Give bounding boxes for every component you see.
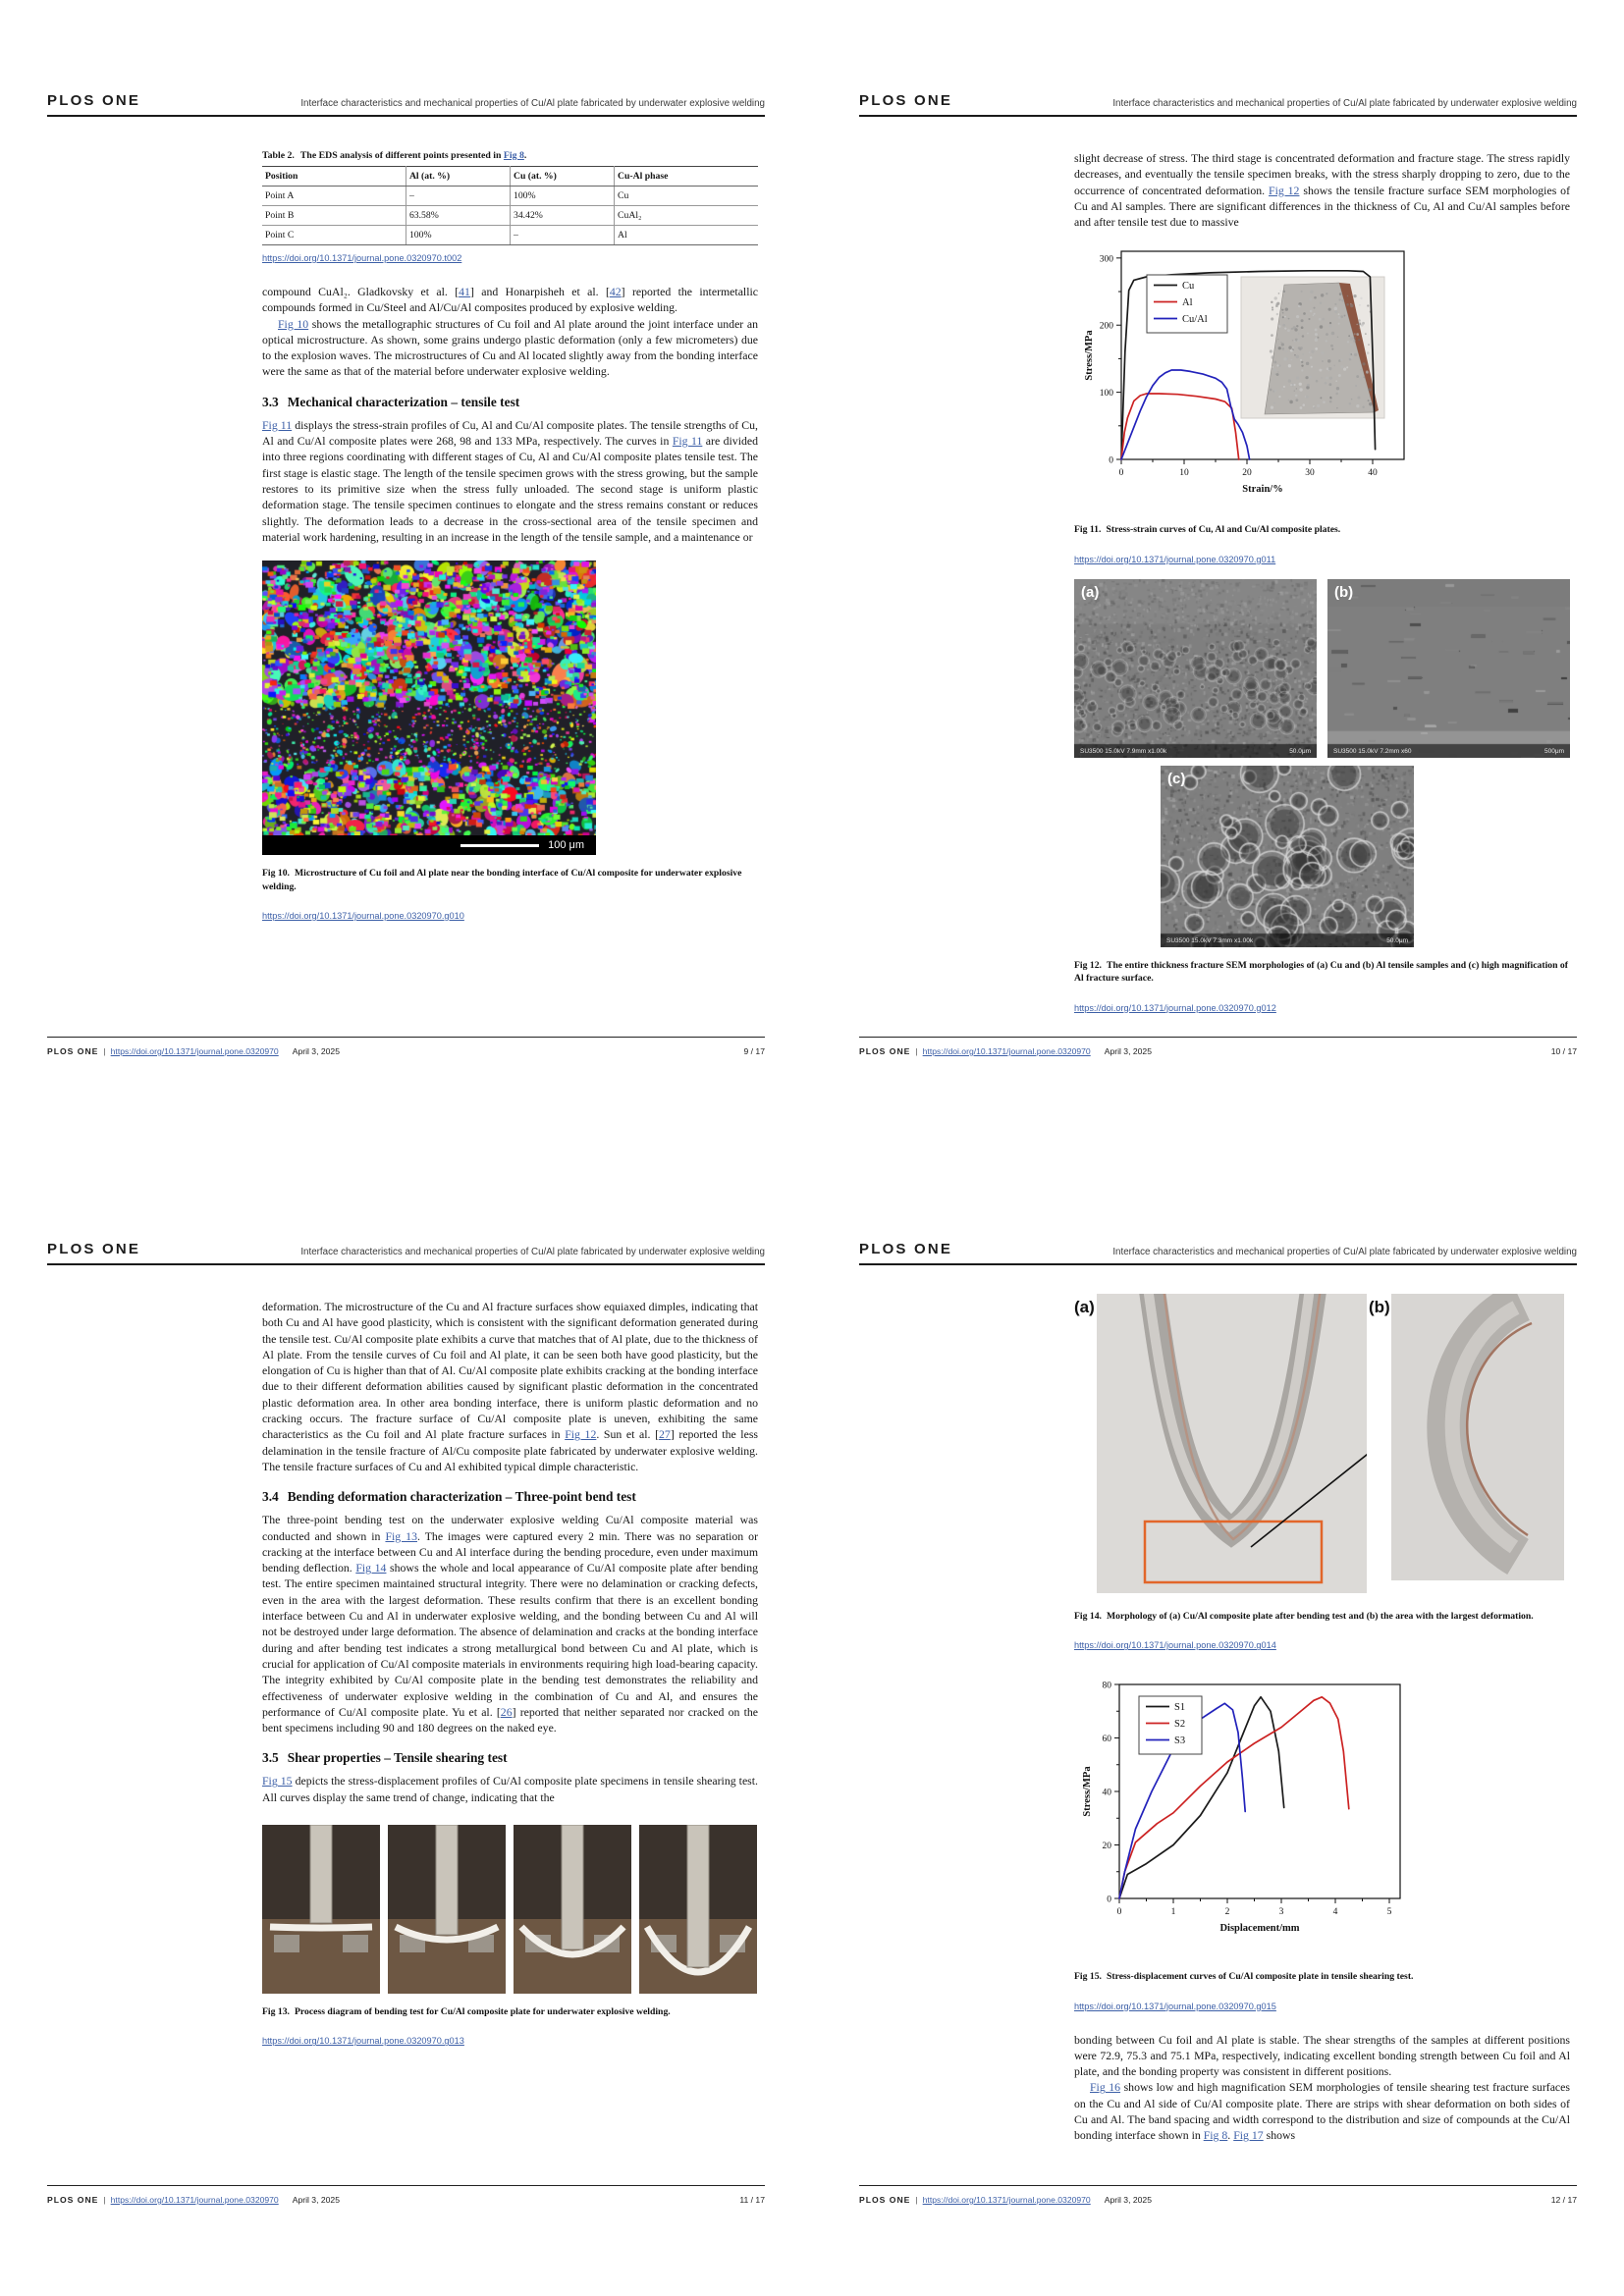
svg-text:0: 0 [1116, 1907, 1122, 1918]
fig14-doi-link[interactable]: https://doi.org/10.1371/journal.pone.0320970.g014 [1074, 1640, 1276, 1651]
page-number: 11 / 17 [739, 2195, 765, 2205]
paragraph: Fig 16 shows low and high magnification SEM morphologies of tensile shearing test fracture surfaces on the Cu and Al side of Cu/Al composite plate. There are strips with shear deformation on both sides of Cu and Al. The band spacing and width correspond to the distribution and size of compounds at the Cu/Al bonding interface shown in Fig 8. Fig 17 shows [1074, 2080, 1570, 2143]
svg-text:100: 100 [1099, 389, 1113, 400]
svg-text:10: 10 [1179, 468, 1189, 479]
svg-text:200: 200 [1099, 322, 1113, 333]
page-footer [47, 2185, 765, 2205]
footer-doi-link[interactable]: https://doi.org/10.1371/journal.pone.0320970 [110, 1046, 279, 1056]
content-column [262, 1299, 758, 2049]
page-number: 9 / 17 [743, 1046, 765, 1056]
svg-text:20: 20 [1102, 1842, 1111, 1852]
footer-left: PLOS ONE | https://doi.org/10.1371/journal.pone.0320970 April 3, 2025 [859, 1046, 1152, 1056]
svg-text:5: 5 [1386, 1907, 1392, 1918]
panel-label-b: (b) [1334, 583, 1354, 601]
fig14-link[interactable]: Fig 14 [355, 1561, 387, 1575]
fig17-link[interactable]: Fig 17 [1233, 2128, 1264, 2143]
table-header-row [262, 167, 758, 187]
svg-text:2: 2 [1224, 1907, 1230, 1918]
svg-text:30: 30 [1305, 468, 1315, 479]
fig13-bending-frames [262, 1825, 758, 1994]
content-column [1074, 150, 1570, 1016]
plos-one-logo: PLOS ONE [859, 1241, 953, 1257]
page-12 [812, 1148, 1624, 2296]
page-number: 12 / 17 [1550, 2195, 1577, 2205]
running-title: Interface characteristics and mechanical properties of Cu/Al plate fabricated by underwater explosive welding [1112, 1247, 1577, 1257]
fig10-caption: Fig 10. Microstructure of Cu foil and Al plate near the bonding interface of Cu/Al composite for underwater explosive welding. [262, 868, 742, 892]
panel-label-a: (a) [1081, 583, 1100, 601]
eds-table [262, 166, 758, 245]
ref-26-link[interactable]: 26 [500, 1704, 513, 1719]
bent-plate-photo [1074, 1294, 1570, 1598]
sem-image-cu [1074, 579, 1317, 758]
svg-text:Stress/MPa: Stress/MPa [1082, 1766, 1093, 1817]
table2-title: Table 2. The EDS analysis of different points presented in Fig 8. [262, 150, 527, 161]
running-title: Interface characteristics and mechanical properties of Cu/Al plate fabricated by underwater explosive welding [1112, 98, 1577, 109]
paragraph: slight decrease of stress. The third stage is concentrated deformation and fracture stage. The stress rapidly decreases, and eventually the tensile specimen breaks, with the stress sharply dropping to zero, due to the occurrence of concentrated deformation. Fig 12 shows the tensile fracture surface SEM morphologies of Cu and Al samples. There are significant differences in the thickness of Cu, Al and Cu/Al samples before and after tensile test due to massive [1074, 151, 1571, 230]
page-footer [859, 2185, 1577, 2205]
page-9 [0, 0, 812, 1148]
paragraph: deformation. The microstructure of the Cu and Al fracture surfaces show equiaxed dimples, indicating that both Cu and Al have good plasticity, which is consistent with the significant deformation generated during the tensile test. Cu/Al composite plate exhibits a curve that matches that of Al plate, due to the thickness of Al plate. From the tensile curves of Cu foil and Al plate, it can be seen both have good plasticity, but the elongation of Cu is higher than that of Al. Cu/Al composite plate exhibits cracking at the bonding interface due to their different deformation abilities caused by significant plastic deformation in the concentrated plastic deformation area. In other area bonding interface, there is uniform plastic deformation and no cracking occurs. The fracture surface of Cu/Al composite plate is uneven, exhibiting the same characteristics as the Cu foil and Al plate fracture surfaces in Fig 12. Sun et al. [27] reported the less delamination in the tensile fracture of Al/Cu composite plate fabricated by underwater explosive welding. The tensile fracture surfaces of Cu and Al exhibited typical dimple characteristic. [262, 1300, 759, 1473]
fig12-doi-link[interactable]: https://doi.org/10.1371/journal.pone.0320970.g012 [1074, 1002, 1276, 1013]
paragraph: Fig 10 shows the metallographic structures of Cu foil and Al plate around the joint interface under an optical microstructure. As shown, some grains undergo plastic deformation (only a few micrometers) due to the explosion waves. The microstructures of Cu and Al located slightly away from the bonding interface were the same as that of the material before underwater explosive welding. [262, 316, 758, 379]
page-header [859, 92, 1577, 117]
fig14-caption: Fig 14. Morphology of (a) Cu/Al composite plate after bending test and (b) the area with the largest deformation. [1074, 1611, 1534, 1622]
ref-41-link[interactable]: 41 [459, 285, 470, 298]
fig15-stress-displacement-chart [1074, 1669, 1413, 1953]
fig13-doi-link[interactable]: https://doi.org/10.1371/journal.pone.0320970.g013 [262, 2036, 464, 2047]
col-cu: Cu (at. %) [510, 167, 614, 187]
table-row: Point C 100% – Al [262, 226, 758, 245]
content-column [1074, 1294, 1570, 2144]
sem-info-bar: SU3500 15.0kV 7.2mm x60 500μm [1333, 747, 1564, 755]
fig12-panel-b [1327, 579, 1570, 758]
col-phase: Cu-Al phase [615, 167, 758, 187]
svg-text:20: 20 [1242, 468, 1252, 479]
footer-left: PLOS ONE | https://doi.org/10.1371/journal.pone.0320970 April 3, 2025 [47, 2195, 340, 2205]
scale-label: 100 μm [548, 839, 584, 852]
ebsd-microstructure-image [262, 561, 596, 835]
paragraph: The three-point bending test on the underwater explosive welding Cu/Al composite material was conducted and shown in Fig 13. The images were captured every 2 min. There was no separation or cracking at the interface between Cu and Al interface during the bending procedure, even under maximum bending deflection. Fig 14 shows the whole and local appearance of Cu/Al composite plate after bending test. The entire specimen maintained structural integrity. There were no delamination or cracking defects, even in the area with the largest deformation. These results confirm that there is an excellent bonding interface between Cu and Al in underwater explosive welding, and the bonding between Cu and Al will not be destroyed under large deformation. The absence of delamination and cracks at the bonding interface during and after bending test indicates a strong metallurgical bond between Cu and Al plate, which is crucial for application of Cu/Al composite materials in environments requiring high load-bearing capacity. The integrity exhibited by Cu/Al composite plate in the bending test demonstrates the reliability and effectiveness of underwater explosive welding in the combination of Cu and Al, and ensures the performance of Cu/Al composite plate. Yu et al. [26] reported that neither separated nor cracked on the bent specimens including 90 and 180 degrees on the naked eye. [262, 1513, 759, 1735]
footer-doi-link[interactable]: https://doi.org/10.1371/journal.pone.0320970 [922, 2195, 1091, 2205]
svg-text:3: 3 [1278, 1907, 1284, 1918]
svg-text:1: 1 [1170, 1907, 1176, 1918]
svg-text:Cu: Cu [1182, 281, 1195, 293]
section-heading-3-4: 3.4 Bending deformation characterization – Three-point bend test [262, 1489, 636, 1505]
ref-42-link[interactable]: 42 [609, 285, 622, 298]
svg-text:300: 300 [1099, 254, 1113, 265]
page-11 [0, 1148, 812, 2296]
fig12-link[interactable]: Fig 12 [565, 1427, 597, 1442]
fig12-caption: Fig 12. The entire thickness fracture SEM morphologies of (a) Cu and (b) Al tensile samples and (c) high magnification of Al fracture surface. [1074, 959, 1569, 985]
sem-image-al [1327, 579, 1570, 758]
fig13-link[interactable]: Fig 13 [385, 1528, 417, 1543]
plos-one-logo: PLOS ONE [47, 92, 141, 109]
fig11-doi-link[interactable]: https://doi.org/10.1371/journal.pone.0320970.g011 [1074, 554, 1276, 564]
fig12-panel-c [1161, 766, 1414, 947]
svg-text:0: 0 [1109, 455, 1113, 466]
content-column [262, 150, 758, 924]
fig15-link[interactable]: Fig 15 [262, 1774, 293, 1789]
bending-photo-4 [639, 1825, 757, 1994]
table-row: Point B 63.58% 34.42% CuAl₂ [262, 206, 758, 226]
fig14-bent-plate-image [1074, 1294, 1570, 1598]
sem-info-bar: SU3500 15.0kV 7.9mm x1.00k 50.0μm [1080, 747, 1311, 755]
panel-label-a: (a) [1074, 1298, 1095, 1316]
plos-one-logo: PLOS ONE [47, 1241, 141, 1257]
section-heading-3-5: 3.5 Shear properties – Tensile shearing test [262, 1750, 508, 1766]
fig16-link[interactable]: Fig 16 [1090, 2080, 1121, 2095]
page-header [47, 1241, 765, 1265]
svg-text:40: 40 [1368, 468, 1378, 479]
section-heading-3-3: 3.3 Mechanical characterization – tensile test [262, 394, 520, 409]
footer-doi-link[interactable]: https://doi.org/10.1371/journal.pone.0320970 [110, 2195, 279, 2205]
svg-text:S1: S1 [1174, 1702, 1186, 1714]
ref-27-link[interactable]: 27 [659, 1427, 671, 1442]
fig8-link[interactable]: Fig 8 [1203, 2128, 1228, 2143]
page-10 [812, 0, 1624, 1148]
footer-left: PLOS ONE | https://doi.org/10.1371/journal.pone.0320970 April 3, 2025 [859, 2195, 1152, 2205]
page-header [47, 92, 765, 117]
bending-photo-2 [388, 1825, 506, 1994]
page-footer [47, 1037, 765, 1056]
svg-text:Stress/MPa: Stress/MPa [1084, 330, 1095, 382]
fig11-chart-block [1074, 240, 1570, 511]
svg-text:Cu/Al: Cu/Al [1182, 314, 1208, 326]
fig11-stress-strain-chart [1074, 240, 1428, 507]
table-row: Point A – 100% Cu [262, 187, 758, 206]
page-number: 10 / 17 [1550, 1046, 1577, 1056]
fig11-link[interactable]: Fig 11 [672, 434, 703, 449]
fig11-link[interactable]: Fig 11 [262, 417, 293, 432]
panel-label-c: (c) [1167, 770, 1186, 787]
svg-text:S2: S2 [1174, 1719, 1186, 1731]
svg-text:0: 0 [1118, 468, 1124, 479]
page-footer [859, 1037, 1577, 1056]
svg-text:Al: Al [1182, 297, 1193, 309]
svg-text:4: 4 [1332, 1907, 1338, 1918]
scale-line [460, 844, 539, 847]
running-title: Interface characteristics and mechanical properties of Cu/Al plate fabricated by underwater explosive welding [300, 1247, 765, 1257]
sem-image-al-dimples [1161, 766, 1414, 947]
fig10-link[interactable]: Fig 10 [278, 316, 309, 331]
fig8-link[interactable]: Fig 8 [503, 150, 524, 161]
fig15-caption: Fig 15. Stress-displacement curves of Cu/Al composite plate in tensile shearing test. [1074, 1971, 1414, 1983]
svg-text:0: 0 [1107, 1895, 1111, 1905]
fig10-ebsd-image [262, 561, 596, 855]
fig10-doi-link[interactable]: https://doi.org/10.1371/journal.pone.0320970.g010 [262, 911, 464, 921]
panel-label-b: (b) [1369, 1298, 1390, 1316]
fig13-caption: Fig 13. Process diagram of bending test for Cu/Al composite plate for underwater explosive welding. [262, 2006, 671, 2018]
sem-info-bar: SU3500 15.0kV 7.3mm x1.00k 50.0μm [1166, 936, 1408, 944]
bending-photo-3 [514, 1825, 631, 1994]
svg-text:80: 80 [1102, 1681, 1111, 1691]
bending-photo-1 [262, 1825, 380, 1994]
svg-text:Displacement/mm: Displacement/mm [1219, 1923, 1300, 1935]
footer-doi-link[interactable]: https://doi.org/10.1371/journal.pone.0320970 [922, 1046, 1091, 1056]
fig11-caption: Fig 11. Stress-strain curves of Cu, Al and Cu/Al composite plates. [1074, 524, 1341, 536]
svg-text:60: 60 [1102, 1735, 1111, 1745]
paragraph: Fig 11 displays the stress-strain profiles of Cu, Al and Cu/Al composite plates. The tensile strengths of Cu, Al and Cu/Al composite plates were 268, 98 and 133 MPa, respectively. The curves in Fig 11 are divided into three regions coordinating with different stages of Cu, Al and Cu/Al composite plates tensile test. The first stage is elastic stage. The length of the tensile specimen grows with the stress growing, but the sample restores to its primitive size when the stress fully unloaded. The second stage is uniform plastic deformation stage. The tensile specimen continues to elongate and the stress remains constant or reduces slightly. The deformation leads to a decrease in the cross-sectional area of the tensile specimen and material work hardening, resulting in an increase in the length of the tensile sample, and a maintenance or [262, 417, 758, 544]
col-al: Al (at. %) [406, 167, 510, 187]
fig15-chart-block [1074, 1669, 1570, 1958]
paragraph: bonding between Cu foil and Al plate is stable. The shear strengths of the samples at different positions were 72.9, 75.3 and 75.1 MPa, respectively, indicating excellent bonding strength between Cu foil and Al plate, and the bonding property was consistent in different positions. [1074, 2032, 1570, 2079]
svg-text:40: 40 [1102, 1788, 1111, 1798]
footer-left: PLOS ONE | https://doi.org/10.1371/journal.pone.0320970 April 3, 2025 [47, 1046, 340, 1056]
col-position: Position [262, 167, 406, 187]
page-header [859, 1241, 1577, 1265]
plos-one-logo: PLOS ONE [859, 92, 953, 109]
scale-bar [262, 835, 596, 855]
paragraph: compound CuAl₂. Gladkovsky et al. [41] and Honarpisheh et al. [42] reported the intermetallic compounds formed in Cu/Steel and Al/Cu/Al composites produced by explosive welding. [262, 285, 758, 315]
fig15-doi-link[interactable]: https://doi.org/10.1371/journal.pone.0320970.g015 [1074, 2001, 1276, 2011]
running-title: Interface characteristics and mechanical properties of Cu/Al plate fabricated by underwater explosive welding [300, 98, 765, 109]
fig12-row-ab [1074, 579, 1570, 758]
fig12-panel-a [1074, 579, 1317, 758]
paragraph: Fig 15 depicts the stress-displacement profiles of Cu/Al composite plate specimens in tensile shearing test. All curves display the same trend of change, indicating that the [262, 1774, 759, 1804]
table2-doi-link[interactable]: https://doi.org/10.1371/journal.pone.0320970.t002 [262, 253, 462, 263]
svg-text:Strain/%: Strain/% [1242, 484, 1283, 496]
svg-text:S3: S3 [1174, 1735, 1186, 1747]
fig12-link[interactable]: Fig 12 [1269, 183, 1300, 197]
